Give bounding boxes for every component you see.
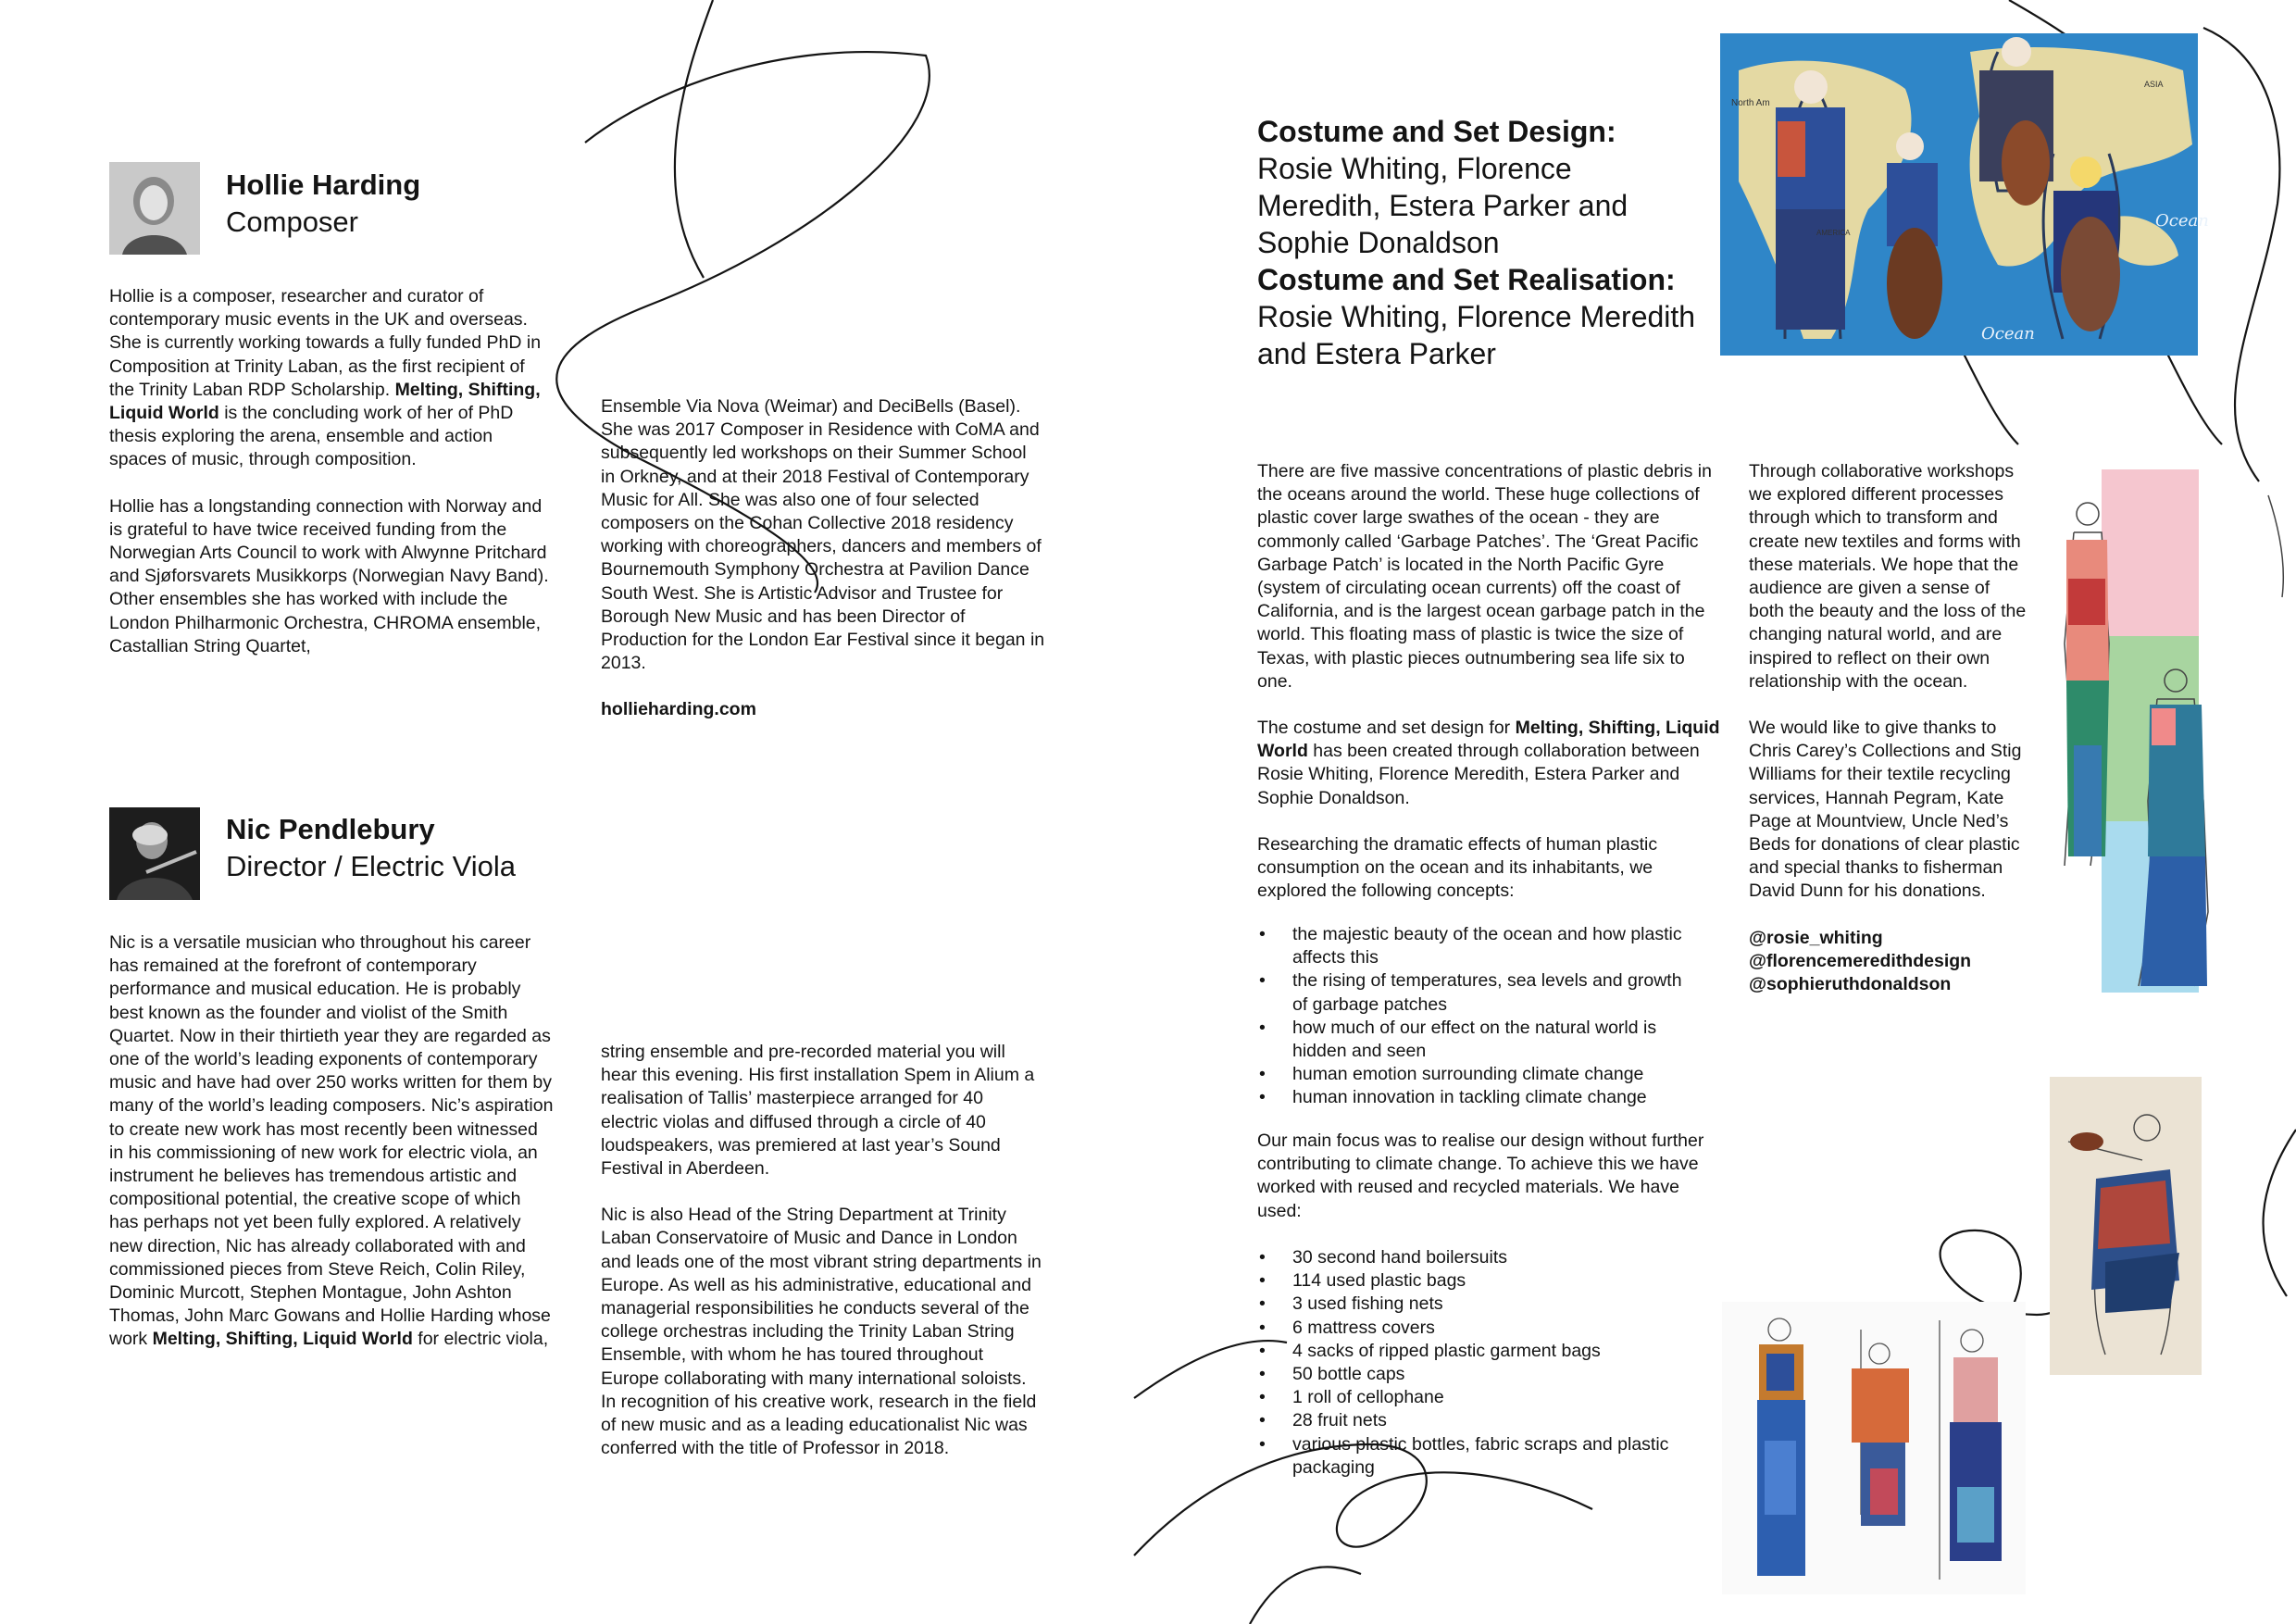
nic-role: Director / Electric Viola	[226, 850, 516, 882]
nic-bio-work-title: Melting, Shifting, Liquid World	[152, 1329, 413, 1350]
design-credits	[1257, 113, 1702, 372]
nic-name: Nic Pendlebury	[226, 813, 435, 845]
map-label-america: AMERICA	[1816, 229, 1851, 237]
design-para-4: Our main focus was to realise our design without further contributing to climate change. To achieve this we have worked with reused and recycled materials. We have used:	[1257, 1131, 1704, 1221]
materials-list	[1257, 1246, 1711, 1480]
realisation-credit-names: Rosie Whiting, Florence Meredith and Estera Parker	[1257, 300, 1696, 370]
material-item: • 6 mattress covers	[1257, 1317, 1711, 1340]
concept-item: • the majestic beauty of the ocean and how plastic affects this	[1257, 923, 1692, 969]
material-item: • 50 bottle caps	[1257, 1363, 1711, 1386]
nic-bio-para-3: Nic is also Head of the String Department at Trinity Laban Conservatoire of Music and Dance in London and leads one of the most vibrant string departments in Europe. As well as his administrative, educational and managerial responsibilities he conducts several of the college orchestras including the Trinity Laban String Ensemble, with whom he has toured throughout Europe collaborating with many international soloists. In recognition of his creative work, research in the field of new music and as a leading educationalist Nic was conferred with the title of Professor in 2018.	[601, 1205, 1042, 1459]
handle-rosie-whiting[interactable]: @rosie_whiting	[1749, 927, 1883, 948]
nic-bio-column-2	[601, 1041, 1045, 1460]
costume-sketch-colour-blocks	[2037, 468, 2296, 1005]
map-label-ocean-right: Ocean	[2155, 211, 2209, 231]
concepts-list	[1257, 923, 1692, 1110]
design-credit-heading: Costume and Set Design:	[1257, 115, 1616, 148]
world-map-musicians-illustration	[1720, 33, 2209, 356]
nic-pendlebury-portrait	[109, 807, 200, 900]
hollie-role: Composer	[226, 206, 358, 238]
nic-bio-column-1	[109, 931, 554, 1352]
hollie-bio-para-2: Hollie has a longstanding connection with Norway and is grateful to have twice received funding from the Norwegian Arts Council to work with Alwynne Pritchard and Sjøforsvarets Musikkorps (Norwegian Navy Band). Other ensembles she has worked with include the London Philharmonic Orchestra, CHROMA ensemble, Castallian String Quartet,	[109, 495, 549, 656]
handle-florence-meredith[interactable]: @florencemeredithdesign	[1749, 950, 1972, 971]
nic-bio-para-1-end: for electric viola,	[412, 1329, 549, 1350]
design-para-3: Researching the dramatic effects of human plastic consumption on the ocean and its inhabitants, we explored the following concepts:	[1257, 833, 1658, 902]
map-label-asia: ASIA	[2144, 80, 2164, 89]
design-credit-names: Rosie Whiting, Florence Meredith, Estera Parker and Sophie Donaldson	[1257, 152, 1628, 259]
realisation-credit-heading: Costume and Set Realisation:	[1257, 263, 1676, 296]
material-item: • 3 used fishing nets	[1257, 1293, 1711, 1316]
design-para-1: There are five massive concentrations of plastic debris in the oceans around the world. These huge collections of plastic cover large swathes of the ocean - they are commonly called ‘Garbage Patches’. The ‘Great Pacific Garbage Patch’ is located in the North Pacific Gyre (system of circulating ocean currents) off the coast of California, and is the largest ocean garbage patch in the world. This floating mass of plastic is twice the size of Texas, with plastic pieces outnumbering sea life six to one.	[1257, 461, 1712, 692]
concept-item: • how much of our effect on the natural world is hidden and seen	[1257, 1017, 1692, 1063]
hollie-harding-portrait	[109, 162, 200, 255]
material-item: • 1 roll of cellophane	[1257, 1386, 1711, 1409]
hollie-website-link[interactable]: hollieharding.com	[601, 699, 756, 720]
material-item: • 4 sacks of ripped plastic garment bags	[1257, 1340, 1711, 1363]
hollie-bio-column-1	[109, 285, 554, 658]
concept-item: • human emotion surrounding climate change	[1257, 1063, 1692, 1086]
concept-item: • the rising of temperatures, sea levels and growth of garbage patches	[1257, 969, 1692, 1016]
material-item: • various plastic bottles, fabric scraps and plastic packaging	[1257, 1433, 1711, 1480]
handle-sophie-donaldson[interactable]: @sophieruthdonaldson	[1749, 974, 1952, 995]
design-para-5: Through collaborative workshops we explored different processes through which to transform and create new textiles and forms with these materials. We hope that the audience are given a sense of both the beauty and the loss of the changing natural world, and are inspired to reflect on their own relationship with the ocean.	[1749, 461, 2027, 692]
design-para-2b: has been created through collaboration between Rosie Whiting, Florence Meredith, Estera Parker and Sophie Donaldson.	[1257, 741, 1700, 808]
design-work-title: Melting, Shifting, Liquid World	[1257, 718, 1720, 762]
map-label-north-am: North Am	[1731, 98, 1770, 108]
material-item: • 30 second hand boilersuits	[1257, 1246, 1711, 1269]
hollie-name: Hollie Harding	[226, 169, 421, 201]
design-para-6: We would like to give thanks to Chris Carey’s Collections and Stig Williams for their textile recycling services, Hannah Pegram, Kate Page at Mountview, Uncle Ned’s Beds for donations of clear plastic and special thanks to fisherman David Dunn for his donations.	[1749, 718, 2022, 902]
hollie-bio-para-3: Ensemble Via Nova (Weimar) and DeciBells (Basel). She was 2017 Composer in Residence with CoMA and subsequently led workshops on their Summer School in Orkney, and at their 2018 Festival of Contemporary Music for All. She was also one of four selected composers on the Cohan Collective 2018 residency working with choreographers, dancers and members of Bournemouth Symphony Orchestra at Pavilion Dance South West. She is Artistic Advisor and Trustee for Borough New Music and has been Director of Production for the London Ear Festival since it began in 2013.	[601, 396, 1045, 674]
design-para-2a: The costume and set design for	[1257, 718, 1516, 739]
nic-bio-para-2: string ensemble and pre-recorded material you will hear this evening. His first installation Spem in Alium a realisation of Tallis’ masterpiece arranged for 40 electric violas and diffused through a circle of 40 loudspeakers, was premiered at last year’s Sound Festival in Aberdeen.	[601, 1042, 1035, 1180]
hollie-bio-para-1b: is the concluding work of her of PhD thesis exploring the arena, ensemble and action spaces of music, through composition.	[109, 403, 514, 470]
map-label-ocean-bottom: Ocean	[1981, 324, 2035, 344]
violinist-costume-sketch	[2050, 1077, 2202, 1375]
design-text-column-2	[1749, 460, 2027, 996]
nic-bio-para-1: Nic is a versatile musician who throughout his career has remained at the forefront of contemporary performance and musical education. He is probably best known as the founder and violist of the Smith Quartet. Now in their thirtieth year they are regarded as one of the world’s leading exponents of contemporary music and have had over 250 works written for them by many of the world’s leading composers. Nic’s aspiration to create new work has most recently been witnessed in his commissioning of new work for electric viola, an instrument he believes has tremendous artistic and compositional potential, the creative scope of which has perhaps not yet been fully explored. A relatively new direction, Nic has already collaborated with and commissioned pieces from Steve Reich, Colin Riley, Dominic Murcott, Stephen Montague, John Ashton Thomas, John Marc Gowans and Hollie Harding whose work	[109, 932, 554, 1350]
three-musicians-costume-sketch	[1722, 1302, 2026, 1594]
hollie-bio-column-2	[601, 395, 1045, 722]
material-item: • 114 used plastic bags	[1257, 1269, 1711, 1293]
concept-item: • human innovation in tackling climate change	[1257, 1086, 1692, 1109]
design-text-column-1	[1257, 460, 1720, 903]
hollie-bio-work-title: Melting, Shifting, Liquid World	[109, 379, 541, 424]
material-item: • 28 fruit nets	[1257, 1409, 1711, 1432]
hollie-bio-para-1a: Hollie is a composer, researcher and curator of contemporary music events in the UK and overseas. She is currently working towards a fully funded PhD in Composition at Trinity Laban, as the first recipient of the Trinity Laban RDP Scholarship.	[109, 286, 542, 400]
